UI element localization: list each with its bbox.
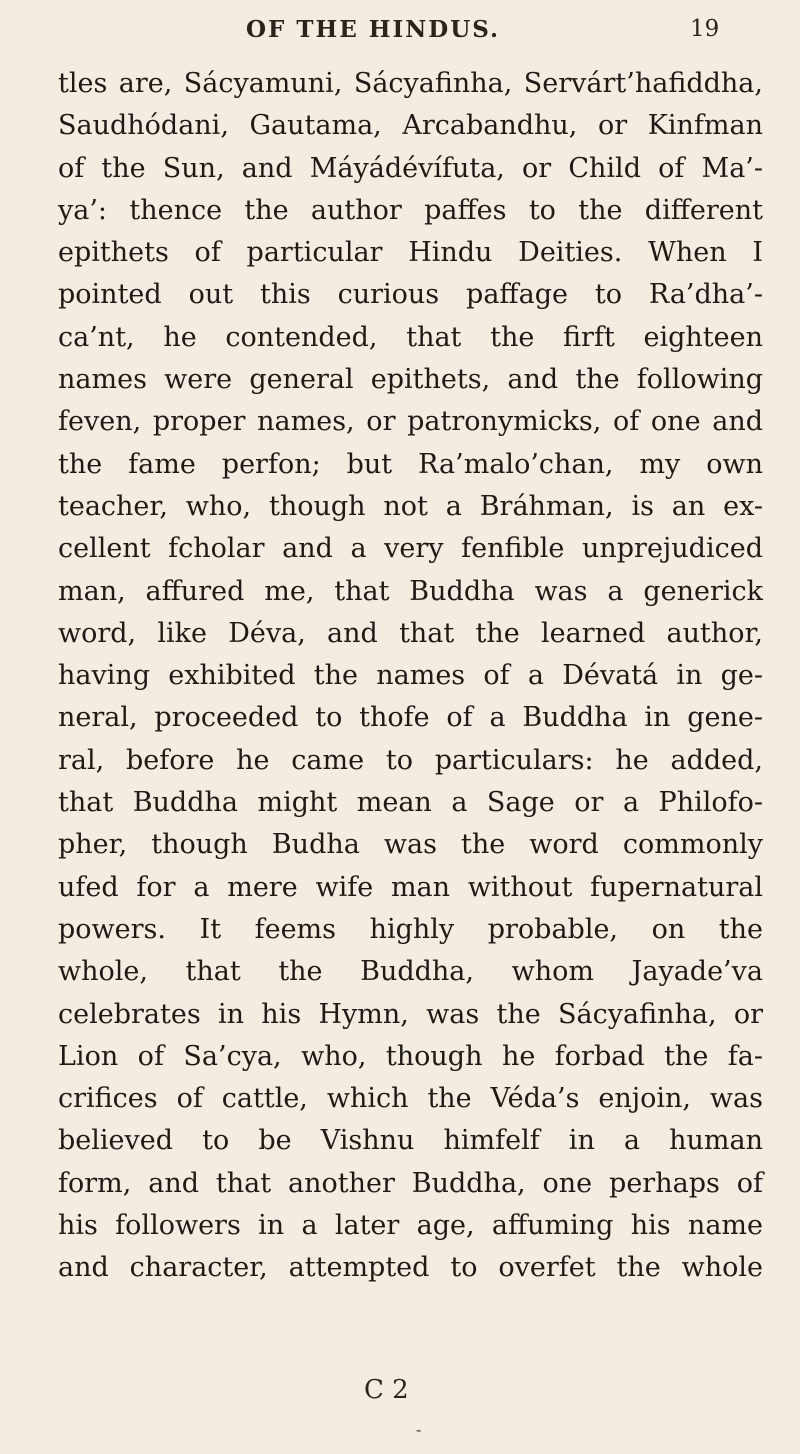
text-line: powers. It feems highly probable, on the xyxy=(58,913,763,945)
text-line: Lion of Sa’cya, who, though he forbad the fa- xyxy=(58,1040,763,1072)
text-line: pher, though Budha was the word commonly xyxy=(58,829,763,861)
text-line: ca’nt, he contended, that the firft eighteen xyxy=(58,321,763,353)
footer-mark: - xyxy=(416,1420,422,1439)
body-text xyxy=(58,63,763,1290)
text-line: of the Sun, and Máyádévífuta, or Child of Ma’- xyxy=(58,152,763,184)
page-number: 19 xyxy=(690,16,720,42)
text-line: names were general epithets, and the following xyxy=(58,364,763,396)
text-line: ya’: thence the author paffes to the different xyxy=(58,194,763,226)
text-line: celebrates in his Hymn, was the Sácyafinha, or xyxy=(58,998,763,1030)
text-line: having exhibited the names of a Dévatá in ge- xyxy=(58,660,763,692)
text-line: and character, attempted to overfet the whole xyxy=(58,1252,763,1284)
text-line: Saudhódani, Gautama, Arcabandhu, or Kinfman xyxy=(58,110,763,142)
text-line: whole, that the Buddha, whom Jayade’va xyxy=(58,956,763,988)
text-line: neral, proceeded to thofe of a Buddha in gene- xyxy=(58,702,763,734)
text-line: that Buddha might mean a Sage or a Philofo- xyxy=(58,787,763,819)
text-line: form, and that another Buddha, one perhaps of xyxy=(58,1167,763,1199)
text-line: word, like Déva, and that the learned author, xyxy=(58,617,763,649)
text-line: pointed out this curious paffage to Ra’dha’- xyxy=(58,279,763,311)
text-line: ral, before he came to particulars: he added, xyxy=(58,744,763,776)
signature-mark: C 2 xyxy=(364,1375,409,1405)
text-line: teacher, who, though not a Bráhman, is an ex- xyxy=(58,490,763,522)
running-head: OF THE HINDUS. xyxy=(246,16,501,43)
text-line: tles are, Sácyamuni, Sácyafinha, Servárt’hafiddha, xyxy=(58,68,763,99)
text-line: crifices of cattle, which the Véda’s enjoin, was xyxy=(58,1083,763,1115)
text-line: the fame perfon; but Ra’malo’chan, my own xyxy=(58,448,763,480)
page-header xyxy=(0,16,800,56)
text-line: epithets of particular Hindu Deities. When I xyxy=(58,237,763,269)
text-line: cellent fcholar and a very fenfible unprejudiced xyxy=(58,533,763,565)
text-line: ufed for a mere wife man without fupernatural xyxy=(58,871,763,903)
text-line: his followers in a later age, affuming his name xyxy=(58,1210,763,1242)
text-line: man, affured me, that Buddha was a generick xyxy=(58,575,763,607)
text-line: feven, proper names, or patronymicks, of one and xyxy=(58,406,763,438)
text-line: believed to be Vishnu himfelf in a human xyxy=(58,1125,763,1157)
